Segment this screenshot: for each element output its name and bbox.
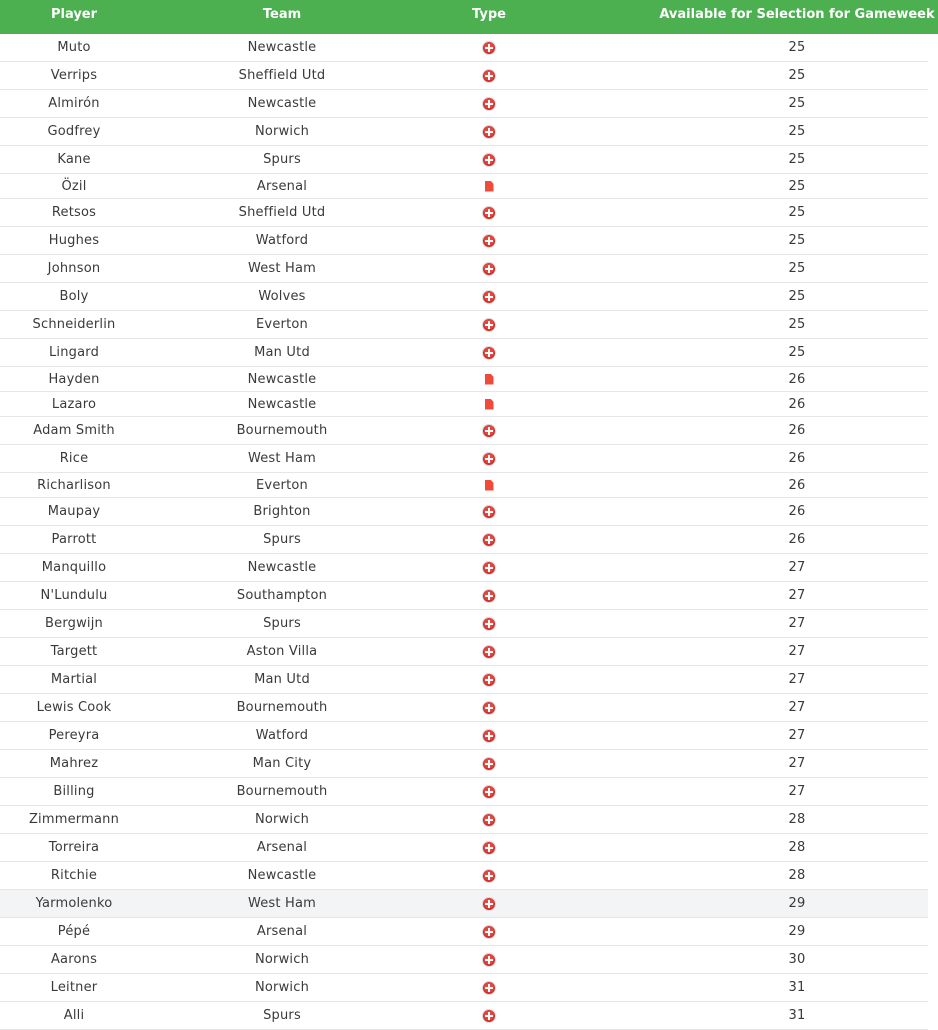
player-name: Ritchie [50,868,98,883]
table-row[interactable] [0,473,928,498]
gameweek-value: 25 [788,289,806,304]
type-cell [440,582,538,609]
table-row[interactable] [0,339,928,367]
table-row[interactable] [0,862,928,890]
injury-icon [483,98,495,110]
team-name: Bournemouth [236,784,328,799]
table-row[interactable] [0,806,928,834]
suspension-icon [485,399,494,410]
table-row[interactable] [0,918,928,946]
injury-icon [483,730,495,742]
player-name: Richarlison [37,477,111,493]
player-name: Mahrez [49,756,99,771]
type-cell [440,694,538,721]
player-name: Targett [50,644,98,659]
player-name: Zimmermann [28,812,120,827]
player-name: Aarons [50,952,98,967]
table-row[interactable] [0,90,928,118]
player-name: Hayden [48,371,100,387]
player-name: Torreira [48,840,100,855]
team-name: Norwich [254,980,310,995]
type-cell [440,834,538,861]
injury-icon [483,786,495,798]
type-cell [440,118,538,145]
type-cell [440,311,538,338]
injury-icon [483,534,495,546]
table-row[interactable] [0,199,928,227]
type-cell [440,1002,538,1029]
gameweek-value: 25 [788,68,806,83]
gameweek-value: 25 [788,40,806,55]
team-name: Newcastle [247,560,317,575]
team-name: Newcastle [247,40,317,55]
gameweek-value: 25 [788,124,806,139]
type-cell [440,890,538,917]
injury-icon [483,319,495,331]
team-name: Spurs [263,152,301,167]
type-cell [440,638,538,665]
injury-icon [483,590,495,602]
injury-icon [483,702,495,714]
gameweek-value: 25 [788,205,806,220]
table-row[interactable] [0,834,928,862]
table-row[interactable] [0,34,928,62]
injury-icon [483,618,495,630]
player-name: Özil [61,178,87,194]
player-name: Almirón [48,96,100,111]
injury-icon [483,926,495,938]
team-name: Norwich [254,124,310,139]
player-name: Lingard [48,345,100,360]
injury-icon [483,291,495,303]
type-cell [440,806,538,833]
type-cell [440,367,538,391]
player-name: Alli [63,1008,85,1023]
injury-icon [483,842,495,854]
type-cell [440,90,538,117]
gameweek-value: 27 [788,672,806,687]
injury-icon [483,425,495,437]
team-name: Watford [255,728,309,743]
injury-icon [483,814,495,826]
player-name: Kane [57,152,91,167]
team-name: Newcastle [247,396,317,412]
team-name: Newcastle [247,371,317,387]
player-name: Leitner [50,980,98,995]
type-cell [440,339,538,366]
player-name: Pereyra [48,728,100,743]
suspension-icon [485,374,494,385]
type-cell [440,445,538,472]
player-name: Retsos [51,205,97,220]
type-cell [440,666,538,693]
player-name: Johnson [47,261,101,276]
table-row[interactable] [0,146,928,174]
table-row[interactable] [0,1002,928,1030]
injury-icon [483,674,495,686]
player-name: N'Lundulu [40,588,108,603]
table-row[interactable] [0,890,928,918]
player-name: Parrott [51,532,97,547]
table-row[interactable] [0,367,928,392]
table-row[interactable] [0,582,928,610]
table-row[interactable] [0,227,928,255]
gameweek-value: 26 [788,477,806,493]
team-name: Spurs [263,1008,301,1023]
table-row[interactable] [0,255,928,283]
gameweek-value: 30 [788,952,806,967]
table-row[interactable] [0,610,928,638]
type-cell [440,778,538,805]
gameweek-value: 28 [788,812,806,827]
suspension-icon [485,181,494,192]
type-cell [440,62,538,89]
gameweek-value: 28 [788,868,806,883]
type-cell [440,862,538,889]
type-cell [440,473,538,497]
player-name: Godfrey [47,124,101,139]
header-player[interactable]: Player [50,7,98,22]
player-name: Billing [53,784,95,799]
player-name: Bergwijn [45,616,103,631]
gameweek-value: 29 [788,896,806,911]
gameweek-value: 26 [788,371,806,387]
team-name: Newcastle [247,868,317,883]
type-cell [440,526,538,553]
table-row[interactable] [0,498,928,526]
injury-icon [483,506,495,518]
player-name: Yarmolenko [35,896,113,911]
team-name: Southampton [236,588,328,603]
gameweek-value: 27 [788,700,806,715]
gameweek-value: 29 [788,924,806,939]
table-body [0,34,938,1030]
gameweek-value: 27 [788,756,806,771]
gameweek-value: 25 [788,96,806,111]
player-name: Muto [57,40,91,55]
team-name: Newcastle [247,96,317,111]
table-header [0,0,938,34]
gameweek-value: 27 [788,728,806,743]
team-name: West Ham [247,896,317,911]
gameweek-value: 26 [788,504,806,519]
type-cell [440,946,538,973]
team-name: Man Utd [254,345,310,360]
injury-icon [483,1010,495,1022]
team-name: Aston Villa [246,644,318,659]
injury-icon [483,954,495,966]
type-cell [440,34,538,61]
gameweek-value: 25 [788,152,806,167]
table-row[interactable] [0,946,928,974]
type-cell [440,283,538,310]
injury-icon [483,453,495,465]
injury-icon [483,870,495,882]
gameweek-value: 26 [788,423,806,438]
team-name: Bournemouth [236,423,328,438]
type-cell [440,227,538,254]
gameweek-value: 27 [788,644,806,659]
header-team[interactable]: Team [262,7,302,22]
team-name: Watford [255,233,309,248]
gameweek-value: 27 [788,784,806,799]
gameweek-value: 27 [788,560,806,575]
table-row[interactable] [0,62,928,90]
table-row[interactable] [0,694,928,722]
injury-icon [483,562,495,574]
gameweek-value: 27 [788,616,806,631]
player-name: Rice [59,451,89,466]
player-name: Martial [50,672,98,687]
gameweek-value: 31 [788,980,806,995]
player-name: Pépé [57,924,91,939]
header-gameweek[interactable]: Available for Selection for Gameweek [659,7,935,22]
gameweek-value: 28 [788,840,806,855]
injury-icon [483,646,495,658]
table-row[interactable] [0,526,928,554]
table-row[interactable] [0,311,928,339]
table-row[interactable] [0,974,928,1002]
team-name: West Ham [247,451,317,466]
gameweek-value: 26 [788,532,806,547]
type-cell [440,974,538,1001]
team-name: West Ham [247,261,317,276]
injury-icon [483,758,495,770]
injury-icon [483,898,495,910]
type-cell [440,722,538,749]
team-name: Everton [256,477,308,493]
team-name: Norwich [254,812,310,827]
team-name: Bournemouth [236,700,328,715]
team-name: Everton [256,317,308,332]
team-name: Arsenal [256,924,308,939]
injury-icon [483,347,495,359]
team-name: Wolves [258,289,306,304]
table-row[interactable] [0,392,928,417]
type-cell [440,392,538,416]
type-cell [440,610,538,637]
suspension-icon [485,480,494,491]
table-row[interactable] [0,778,928,806]
injury-icon [483,42,495,54]
team-name: Arsenal [256,178,308,194]
table-row[interactable] [0,283,928,311]
player-name: Schneiderlin [32,317,116,332]
gameweek-value: 26 [788,451,806,466]
gameweek-value: 25 [788,178,806,194]
table-row[interactable] [0,638,928,666]
player-name: Maupay [47,504,101,519]
table-row[interactable] [0,666,928,694]
team-name: Sheffield Utd [238,68,326,83]
player-name: Boly [59,289,89,304]
gameweek-value: 25 [788,317,806,332]
team-name: Norwich [254,952,310,967]
injury-icon [483,154,495,166]
type-cell [440,417,538,444]
type-cell [440,255,538,282]
table-row[interactable] [0,750,928,778]
gameweek-value: 25 [788,345,806,360]
team-name: Man Utd [254,672,310,687]
type-cell [440,750,538,777]
type-cell [440,174,538,198]
team-name: Man City [252,756,312,771]
header-type[interactable]: Type [472,7,506,22]
injury-icon [483,126,495,138]
gameweek-value: 27 [788,588,806,603]
team-name: Spurs [263,532,301,547]
type-cell [440,498,538,525]
player-name: Lazaro [51,396,97,412]
player-name: Lewis Cook [36,700,112,715]
gameweek-value: 25 [788,261,806,276]
gameweek-value: 31 [788,1008,806,1023]
table-row[interactable] [0,118,928,146]
team-name: Spurs [263,616,301,631]
table-row[interactable] [0,554,928,582]
injury-icon [483,70,495,82]
type-cell [440,146,538,173]
injury-icon [483,235,495,247]
injury-icon [483,982,495,994]
table-row[interactable] [0,174,928,199]
type-cell [440,199,538,226]
player-name: Adam Smith [33,423,115,438]
table-row[interactable] [0,445,928,473]
team-name: Sheffield Utd [238,205,326,220]
injury-icon [483,207,495,219]
player-name: Verrips [50,68,98,83]
team-name: Brighton [253,504,311,519]
type-cell [440,918,538,945]
player-name: Manquillo [41,560,107,575]
player-name: Hughes [48,233,100,248]
gameweek-value: 26 [788,396,806,412]
table-row[interactable] [0,417,928,445]
table-row[interactable] [0,722,928,750]
team-name: Arsenal [256,840,308,855]
injury-icon [483,263,495,275]
gameweek-value: 25 [788,233,806,248]
type-cell [440,554,538,581]
